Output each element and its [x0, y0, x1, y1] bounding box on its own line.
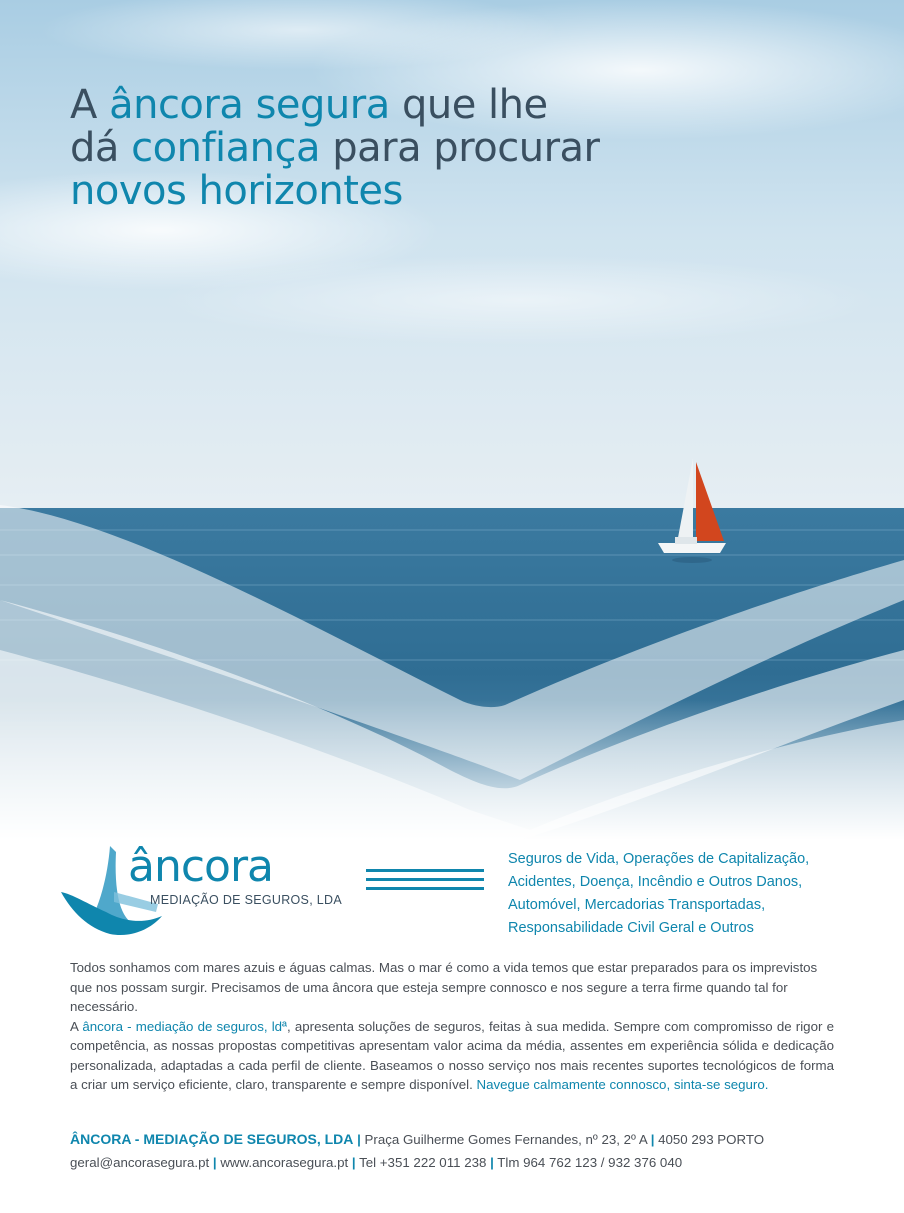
divider-stripes — [366, 867, 484, 897]
service-line: Responsabilidade Civil Geral e Outros — [508, 920, 754, 936]
postal-code: 4050 293 PORTO — [658, 1132, 765, 1147]
email-link[interactable]: geral@ancorasegura.pt — [70, 1155, 210, 1170]
intro-paragraph: Todos sonhamos com mares azuis e águas calmas. Mas o mar é como a vida temos que estar preparados para os imprevistos que nos possam surgir. Precisamos de uma âncora que esteja sempre connosco e nos segure a terra firme quando tal for necessário. — [70, 960, 818, 1014]
separator: | — [357, 1132, 361, 1147]
services-list — [508, 848, 809, 940]
service-line: Seguros de Vida, Operações de Capitalização, — [508, 851, 810, 867]
phone: Tel +351 222 011 238 — [359, 1155, 487, 1170]
company-name: ÂNCORA - MEDIAÇÃO DE SEGUROS, LDA — [70, 1131, 354, 1147]
company-paragraph: A âncora - mediação de seguros, ldª, apresenta soluções de seguros, feitas à sua medida. Sempre com compromisso de rigor e competência, as nossas propostas competitivas apresentam valor acima da média, assentes em experiência sólida e dedicação personalizada, adaptadas a cada perfil de cliente. Baseamos o nosso serviço nos mais recentes suportes tecnológicos de forma a criar um serviço eficiente, claro, transparente e sempre disponível. Navegue calmamente connosco, sinta-se seguro. — [70, 1018, 834, 1092]
website-link[interactable]: www.ancorasegura.pt — [220, 1155, 349, 1170]
separator: | — [212, 1155, 217, 1170]
contact-line-2 — [70, 1151, 764, 1174]
service-line: Acidentes, Doença, Incêndio e Outros Danos, — [508, 874, 803, 890]
logo-wordmark: âncora — [128, 841, 274, 892]
separator: | — [650, 1132, 655, 1147]
logo-subtitle: MEDIAÇÃO DE SEGUROS, LDA — [150, 893, 342, 907]
address: Praça Guilherme Gomes Fernandes, nº 23, 2º A — [364, 1132, 647, 1147]
contact-block — [70, 1128, 764, 1174]
company-name-inline: âncora - mediação de seguros, ldª — [82, 1018, 287, 1034]
service-line: Automóvel, Mercadorias Transportadas, — [508, 897, 766, 913]
slogan: Navegue calmamente connosco, sinta-se seguro. — [476, 1077, 769, 1092]
separator: | — [490, 1155, 494, 1170]
mobile: Tlm 964 762 123 / 932 376 040 — [497, 1155, 683, 1170]
separator: | — [351, 1155, 356, 1170]
body-text — [70, 958, 834, 1095]
headline: A âncora segura que lhe dá confiança para procurar novos horizontes — [70, 82, 600, 214]
contact-line-1 — [70, 1128, 764, 1151]
